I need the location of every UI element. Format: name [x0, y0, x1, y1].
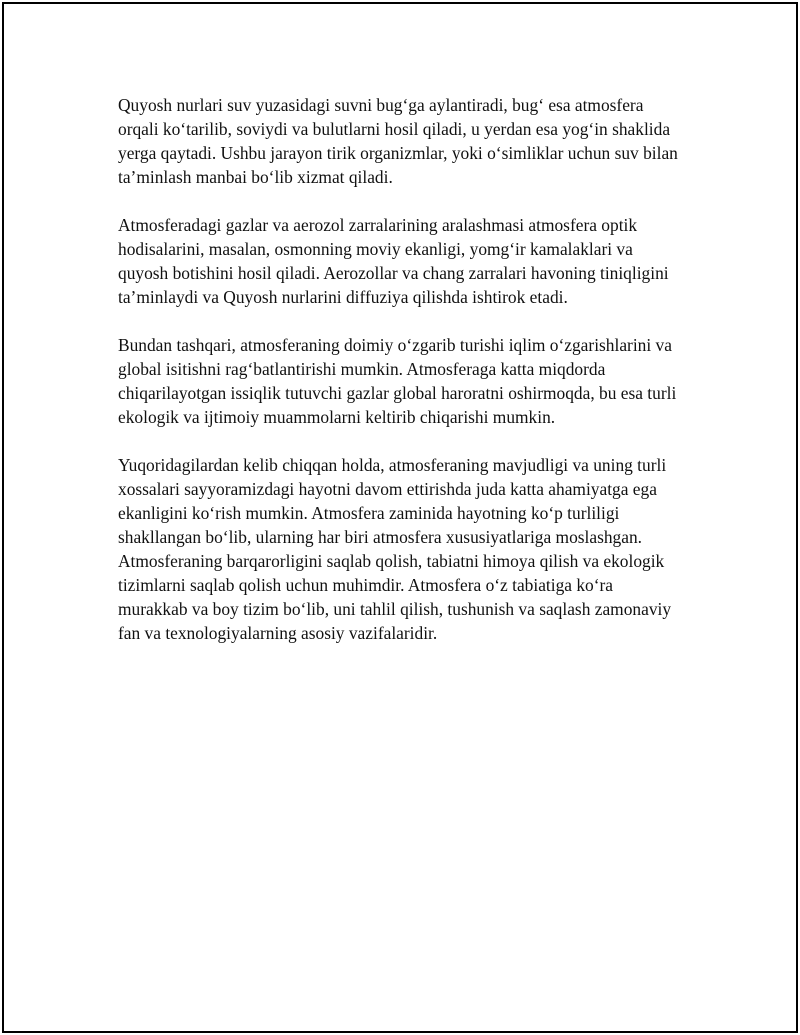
paragraph-4: Yuqoridagilardan kelib chiqqan holda, atmosferaning mavjudligi va uning turli xossalari sayyoramizdagi hayotni davom ettirishda juda katta ahamiyatga ega ekanligini ko‘rish mumkin. Atmosfera zaminida hayotning ko‘p turliligi shakllangan bo‘lib, ularning har biri atmosfera xususiyatlariga moslashgan. Atmosferaning barqarorligini saqlab qolish, tabiatni himoya qilish va ekologik tizimlarni saqlab qolish uchun muhimdir. Atmosfera o‘z tabiatiga ko‘ra murakkab va boy tizim bo‘lib, uni tahlil qilish, tushunish va saqlash zamonaviy fan va texnologiyalarning asosiy vazifalaridir. — [118, 455, 672, 643]
paragraph-3: Bundan tashqari, atmosferaning doimiy o‘zgarib turishi iqlim o‘zgarishlarini va global isitishni rag‘batlantirishi mumkin. Atmosferaga katta miqdorda chiqarilayotgan issiqlik tutuvchi gazlar global haroratni oshirmoqda, bu esa turli ekologik va ijtimoiy muammolarni keltirib chiqarishi mumkin. — [118, 335, 677, 427]
document-body — [118, 93, 684, 669]
paragraph-2: Atmosferadagi gazlar va aerozol zarralarining aralashmasi atmosfera optik hodisalarini, masalan, osmonning moviy ekanligi, yomg‘ir kamalaklari va quyosh botishini hosil qiladi. Aerozollar va chang zarralari havoning tiniqligini ta’minlaydi va Quyosh nurlarini diffuziya qilishda ishtirok etadi. — [118, 215, 669, 307]
paragraph-1: Quyosh nurlari suv yuzasidagi suvni bug‘ga aylantiradi, bug‘ esa atmosfera orqali ko‘tarilib, soviydi va bulutlarni hosil qiladi, u yerdan esa yog‘in shaklida yerga qaytadi. Ushbu jarayon tirik organizmlar, yoki o‘simliklar uchun suv bilan ta’minlash manbai bo‘lib xizmat qiladi. — [118, 95, 678, 187]
